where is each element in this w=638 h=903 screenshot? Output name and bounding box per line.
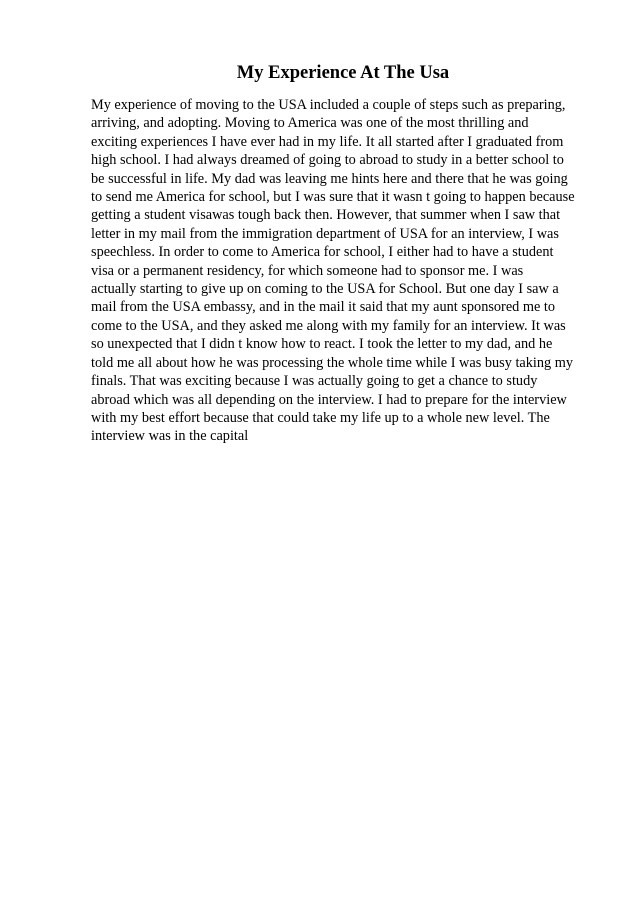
body-line: mail from the USA embassy, and in the mail it said that my aunt sponsored me to xyxy=(91,299,556,316)
body-line: be successful in life. My dad was leaving me hints here and there that he was going xyxy=(91,170,568,187)
body-line: finals. That was exciting because I was actually going to get a chance to study xyxy=(91,373,538,390)
document-title: My Experience At The Usa xyxy=(236,63,450,83)
body-line: exciting experiences I have ever had in my life. It all started after I graduated from xyxy=(91,133,564,150)
body-line: arriving, and adopting. Moving to America was one of the most thrilling and xyxy=(91,115,529,132)
document-body xyxy=(91,96,591,446)
body-line: so unexpected that I didn t know how to react. I took the letter to my dad, and he xyxy=(91,336,553,353)
body-line: visa or a permanent residency, for which someone had to sponsor me. I was xyxy=(91,262,524,279)
body-line: abroad which was all depending on the interview. I had to prepare for the interview xyxy=(91,391,567,408)
body-line: come to the USA, and they asked me along with my family for an interview. It was xyxy=(91,317,566,334)
body-line: getting a student visawas tough back then. However, that summer when I saw that xyxy=(91,207,561,224)
body-line: with my best effort because that could take my life up to a whole new level. The xyxy=(91,409,550,426)
body-line: high school. I had always dreamed of going to abroad to study in a better school to xyxy=(91,152,564,169)
body-line: interview was in the capital xyxy=(91,428,249,445)
body-line: speechless. In order to come to America for school, I either had to have a student xyxy=(91,244,554,261)
body-line: to send me America for school, but I was sure that it wasn t going to happen because xyxy=(91,189,575,206)
body-line: told me all about how he was processing the whole time while I was busy taking my xyxy=(91,354,574,371)
body-line: My experience of moving to the USA included a couple of steps such as preparing, xyxy=(91,97,566,113)
body-line: letter in my mail from the immigration department of USA for an interview, I was xyxy=(91,225,559,242)
body-line: actually starting to give up on coming to the USA for School. But one day I saw a xyxy=(91,281,559,298)
